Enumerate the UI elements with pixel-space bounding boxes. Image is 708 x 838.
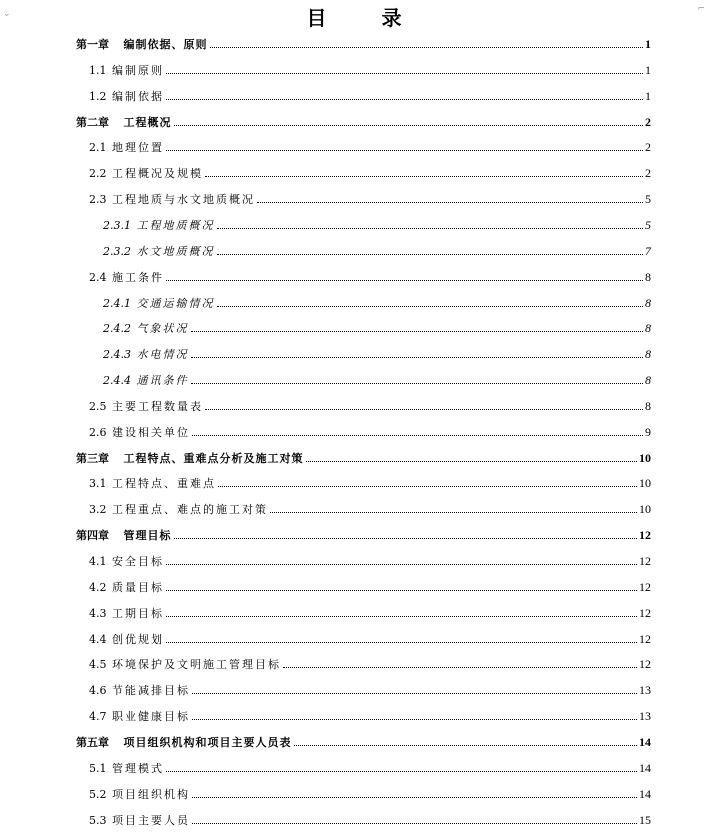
toc-entry-text: 通讯条件: [136, 374, 189, 388]
toc-entry[interactable]: [0, 186, 651, 206]
dot-leader: [306, 461, 638, 462]
toc-entry-number: 4.5: [89, 658, 107, 672]
toc-entry[interactable]: [0, 57, 651, 77]
toc-page-number: 10: [639, 450, 651, 465]
toc-entry-label: [89, 762, 164, 775]
dot-leader: [166, 590, 637, 591]
dot-leader: [257, 202, 643, 203]
toc-entry-text: 水电情况: [136, 348, 189, 362]
toc-entry-label: [89, 477, 216, 490]
toc-entry-text: 安全目标: [112, 555, 164, 568]
toc-page-number: 1: [645, 62, 651, 77]
dot-leader: [174, 125, 644, 126]
toc-entry-text: 水文地质概况: [136, 244, 215, 258]
toc-entry-text: 创优规划: [112, 632, 164, 646]
toc-entry-label: [89, 607, 164, 620]
toc-entry-number: 4.7: [89, 710, 107, 724]
toc-entry-text: 编制依据、原则: [123, 38, 208, 51]
toc-page-number: 14: [639, 760, 651, 775]
toc-entry-number: 第三章: [76, 451, 109, 465]
toc-page-number: 2: [645, 114, 651, 129]
toc-page-number: 14: [639, 734, 651, 749]
toc-entry-number: 第四章: [76, 529, 109, 543]
toc-entry-text: 管理模式: [112, 761, 164, 775]
toc-page-number: 14: [639, 786, 651, 801]
toc-entry-text: 工程概况及规模: [112, 167, 203, 181]
toc-page-number: 5: [645, 217, 651, 232]
toc-entry-number: 第二章: [76, 115, 109, 129]
toc-entry-label: [76, 116, 172, 129]
toc-entry[interactable]: [0, 393, 651, 413]
toc-page-number: 13: [639, 683, 651, 698]
toc-entry-text: 地理位置: [112, 141, 164, 155]
toc-entry-number: 2.3: [89, 193, 107, 207]
toc-entry[interactable]: [0, 781, 651, 801]
dot-leader: [166, 150, 643, 151]
toc-page-number: 12: [639, 657, 651, 672]
toc-entry-label: [89, 788, 190, 801]
toc-entry-label: [89, 193, 255, 206]
toc-entry[interactable]: [0, 264, 651, 284]
dot-leader: [191, 383, 644, 384]
toc-entry-label: [89, 400, 203, 413]
toc-entry-text: 工程特点、重难点分析及施工对策: [123, 451, 304, 465]
toc-page-number: 13: [639, 709, 651, 724]
toc-entry-label: [89, 710, 190, 723]
toc-title: 目 录: [306, 6, 426, 30]
toc-entry-number: 4.2: [89, 580, 107, 594]
dot-leader: [217, 254, 644, 255]
dot-leader: [191, 357, 644, 358]
toc-page-number: 7: [645, 243, 651, 258]
toc-page-number: 8: [645, 347, 651, 362]
toc-entry-label: [76, 38, 208, 51]
toc-entry-text: 管理目标: [123, 529, 172, 543]
toc-entry-label: [89, 141, 164, 154]
dot-leader: [192, 823, 637, 824]
toc-entry-text: 项目组织机构和项目主要人员表: [123, 735, 292, 749]
toc-entry-label: [103, 348, 189, 361]
corner-mark-left: ⌄: [3, 9, 11, 19]
toc-entry-number: 2.4.2: [103, 322, 131, 336]
toc-entry-text: 编制原则: [112, 63, 164, 77]
dot-leader: [270, 512, 637, 513]
dot-leader: [166, 99, 643, 100]
toc-entry[interactable]: [0, 238, 651, 258]
toc-entry-label: [89, 555, 164, 568]
toc-entry-text: 工程特点、重难点: [112, 477, 216, 491]
toc-entry-text: 工程地质概况: [136, 218, 215, 232]
toc-entry-text: 工程重点、难点的施工对策: [112, 503, 268, 517]
toc-entry[interactable]: [0, 315, 651, 335]
toc-entry-label: [103, 297, 215, 310]
toc-page-number: 10: [639, 502, 651, 517]
toc-entry-number: 2.1: [89, 141, 107, 155]
toc-chapter-entry[interactable]: [0, 522, 651, 542]
toc-entry-number: 4.1: [89, 555, 107, 568]
toc-entry-text: 主要工程数量表: [112, 399, 203, 413]
toc-page-number: 8: [645, 269, 651, 284]
dot-leader: [294, 745, 638, 746]
toc-entry-text: 编制依据: [112, 89, 164, 103]
toc-entry[interactable]: [0, 367, 651, 387]
toc-entry-label: [89, 64, 164, 77]
toc-entry-number: 2.5: [89, 399, 107, 413]
toc-entry[interactable]: [0, 703, 651, 723]
toc-page-number: 8: [645, 321, 651, 336]
toc-entry-label: [76, 529, 172, 542]
toc-entry-number: 2.2: [89, 167, 107, 181]
toc-entry-number: 第五章: [76, 735, 109, 749]
toc-entry-number: 2.3.1: [103, 218, 131, 232]
toc-entry-number: 4.4: [89, 632, 107, 646]
toc-entry[interactable]: [0, 677, 651, 697]
dot-leader: [166, 73, 643, 74]
dot-leader: [166, 642, 637, 643]
toc-entry-number: 2.6: [89, 425, 107, 439]
toc-entry-label: [89, 633, 164, 646]
toc-entry-label: [103, 374, 189, 387]
toc-entry-number: 3.1: [89, 477, 107, 491]
toc-entry-label: [89, 684, 190, 697]
toc-entry-number: 5.1: [89, 761, 107, 775]
toc-entry[interactable]: [0, 212, 651, 232]
toc-entry[interactable]: [0, 470, 651, 490]
toc-entry-text: 工程地质与水文地质概况: [112, 193, 255, 207]
dot-leader: [191, 331, 644, 332]
toc-entry-label: [89, 426, 190, 439]
toc-entry[interactable]: [0, 807, 651, 827]
toc-entry-number: 4.3: [89, 606, 107, 620]
toc-entry-number: 1.2: [89, 89, 107, 103]
toc-page-number: 9: [645, 424, 651, 439]
toc-entry-text: 职业健康目标: [112, 710, 190, 724]
toc-page-number: 5: [645, 192, 651, 207]
toc-entry[interactable]: [0, 600, 651, 620]
toc-entry-label: [103, 245, 215, 258]
toc-entry[interactable]: [0, 496, 651, 516]
toc-page-number: 12: [639, 605, 651, 620]
dot-leader: [174, 538, 638, 539]
toc-entry-number: 2.4.1: [103, 296, 131, 310]
dot-leader: [192, 797, 637, 798]
toc-entry-text: 气象状况: [136, 322, 189, 336]
toc-entry-label: [103, 322, 189, 335]
toc-entry[interactable]: [0, 419, 651, 439]
toc-entry-label: [89, 503, 268, 516]
dot-leader: [210, 47, 644, 48]
toc-page-number: 12: [639, 579, 651, 594]
dot-leader: [217, 306, 644, 307]
toc-entry-label: [103, 219, 215, 232]
dot-leader: [166, 616, 637, 617]
toc-entry[interactable]: [0, 651, 651, 671]
toc-entry-label: [89, 814, 190, 827]
toc-entry[interactable]: [0, 548, 651, 568]
toc-entry[interactable]: [0, 83, 651, 103]
toc-entry-text: 施工条件: [112, 270, 164, 284]
toc-entry-number: 1.1: [89, 63, 107, 77]
toc-entry-label: [89, 167, 203, 180]
toc-entry-number: 5.2: [89, 787, 107, 801]
toc-page-number: 2: [645, 140, 651, 155]
dot-leader: [192, 719, 637, 720]
toc-entry-label: [76, 736, 292, 749]
dot-leader: [166, 564, 637, 565]
toc-entry-text: 交通运输情况: [136, 296, 215, 310]
dot-leader: [166, 771, 637, 772]
toc-entry-number: 2.4.3: [103, 348, 131, 362]
toc-entry-label: [89, 90, 164, 103]
toc-entry-number: 5.3: [89, 813, 107, 827]
toc-entry[interactable]: [0, 160, 651, 180]
toc-chapter-entry[interactable]: [0, 31, 651, 51]
toc-entry-number: 2.4.4: [103, 374, 131, 388]
toc-entry[interactable]: [0, 134, 651, 154]
toc-page-number: 12: [639, 554, 651, 568]
toc-page-number: 1: [645, 88, 651, 103]
toc-entry-text: 环境保护及文明施工管理目标: [112, 658, 281, 672]
toc-chapter-entry[interactable]: [0, 109, 651, 129]
toc-page-number: 8: [645, 295, 651, 310]
toc-entry-text: 质量目标: [112, 580, 164, 594]
toc-entry[interactable]: [0, 574, 651, 594]
toc-entry-number: 3.2: [89, 503, 107, 517]
dot-leader: [217, 228, 644, 229]
toc-chapter-entry[interactable]: [0, 729, 651, 749]
toc-page-number: 1: [645, 37, 651, 51]
dot-leader: [166, 280, 643, 281]
dot-leader: [283, 667, 637, 668]
toc-entry[interactable]: [0, 290, 651, 310]
toc-page-number: 2: [645, 166, 651, 181]
toc-entry-label: [76, 452, 304, 465]
toc-entry[interactable]: [0, 341, 651, 361]
toc-entry-text: 工程概况: [123, 115, 172, 129]
toc-entry-label: [89, 581, 164, 594]
toc-entry-text: 节能减排目标: [112, 684, 190, 698]
toc-entry-number: 4.6: [89, 684, 107, 698]
toc-entry-number: 第一章: [76, 38, 109, 51]
toc-page-number: 12: [639, 528, 651, 543]
toc-chapter-entry[interactable]: [0, 445, 651, 465]
toc-page-number: 8: [645, 398, 651, 413]
toc-entry[interactable]: [0, 755, 651, 775]
toc-entry-text: 项目主要人员: [112, 813, 190, 827]
toc-entry-text: 项目组织机构: [112, 787, 190, 801]
toc-entry-label: [89, 658, 281, 671]
toc-entry-number: 2.4: [89, 270, 107, 284]
toc-page-number: 12: [639, 631, 651, 646]
dot-leader: [205, 409, 643, 410]
toc-entry[interactable]: [0, 626, 651, 646]
toc-entry-text: 工期目标: [112, 606, 164, 620]
dot-leader: [192, 693, 637, 694]
toc-page-number: 10: [639, 476, 651, 491]
toc-page-number: 15: [639, 812, 651, 827]
toc-entry-text: 建设相关单位: [112, 425, 190, 439]
dot-leader: [205, 176, 643, 177]
toc-page-number: 8: [645, 373, 651, 388]
dot-leader: [192, 435, 643, 436]
toc-entry-number: 2.3.2: [103, 244, 131, 258]
dot-leader: [218, 486, 637, 487]
toc-entry-label: [89, 271, 164, 284]
corner-mark-right: ⌐: [697, 4, 705, 14]
